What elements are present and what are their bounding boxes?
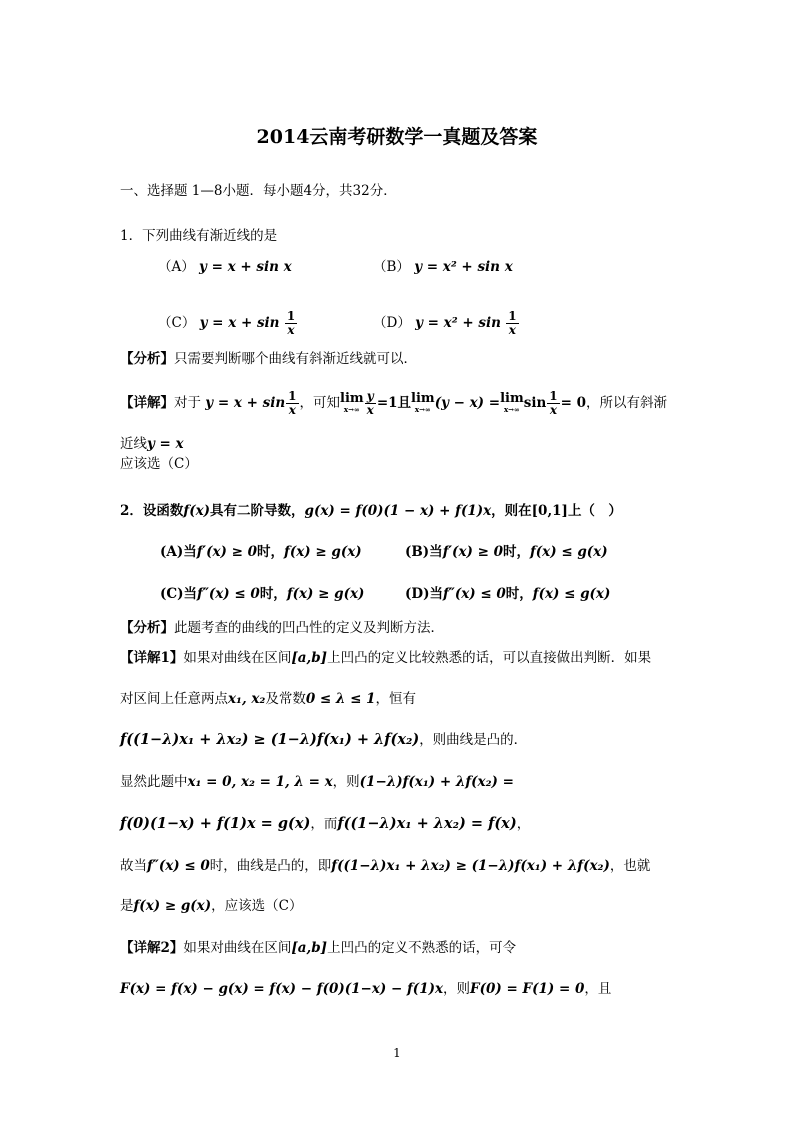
q1-option-d (373, 303, 520, 343)
q2-detail1-line3 (120, 730, 527, 750)
option-label: (D)当 (405, 586, 443, 602)
q1-detail (120, 383, 667, 423)
q2-stem (120, 501, 622, 521)
detail-text: ，而 (310, 816, 338, 832)
detail-text: 如果对曲线在区间 (183, 940, 292, 956)
option-expr: y = x + sin x (199, 259, 292, 275)
q2-detail1-line6 (120, 856, 650, 876)
expr: = 0 (560, 395, 587, 411)
detail-text: 近线 (120, 436, 147, 452)
q2-detail1-line7 (120, 896, 302, 916)
expr: g(x) = f(0)(1 − x) + f(1)x (304, 503, 492, 519)
expr: f″(x) ≤ 0 (197, 586, 260, 602)
expr: 0 ≤ λ ≤ 1 (305, 691, 376, 707)
expr: [a,b] (291, 940, 328, 956)
option-label: （D） (373, 315, 411, 331)
q1-stem: 1．下列曲线有渐近线的是 (120, 228, 278, 244)
expr: [0,1] (531, 503, 568, 519)
section-heading: 一、选择题 1—8小题．每小题4分，共32分． (120, 183, 397, 199)
fraction: $\frac{y}{x}$ (366, 389, 374, 417)
detail-text: ，则 (332, 774, 360, 790)
q2-option-b (405, 542, 608, 562)
expr: f((1−λ)x₁ + λx₂) ≥ (1−λ)f(x₁) + λf(x₂) (331, 858, 610, 874)
stem-text: 2．设函数 (120, 503, 184, 519)
option-expr: y = x² + sin (415, 315, 501, 331)
q2-analysis (120, 618, 444, 638)
q1-answer: 应该选（C） (120, 456, 198, 472)
q2-option-c (160, 584, 364, 604)
fraction: $\frac{1}{x}$ (286, 309, 296, 337)
stem-text: ，则在 (491, 503, 532, 519)
detail-tag: 【详解】 (120, 395, 174, 411)
expr: F(x) = f(x) − g(x) = f(x) − f(0)(1−x) − f(1)x (120, 981, 444, 997)
expr: x₁, x₂ (228, 691, 266, 707)
analysis-text: 此题考查的曲线的凹凸性的定义及判断方法． (174, 620, 444, 636)
detail-text: 故当 (120, 858, 147, 874)
expr: f(x) ≥ g(x) (284, 544, 362, 560)
detail-text: ，也就 (609, 858, 651, 874)
expr: f(0)(1−x) + f(1)x = g(x) (120, 815, 311, 832)
option-label: (C)当 (160, 586, 198, 602)
q1-analysis (120, 349, 417, 369)
expr: x₁ = 0, x₂ = 1, λ = x (187, 774, 333, 790)
detail-text: 时，曲线是凸的，即 (209, 858, 332, 874)
expr: f″(x) ≤ 0 (147, 858, 210, 874)
detail-text: 上凹凸的定义比较熟悉的话，可以直接做出判断．如果 (327, 650, 652, 666)
option-text: 时， (257, 544, 285, 560)
option-expr: y = x² + sin x (414, 259, 513, 275)
q2-detail1-line2 (120, 689, 416, 709)
detail-tag: 【详解1】 (120, 650, 184, 666)
q1-option-a (158, 257, 292, 277)
q2-option-d (405, 584, 610, 604)
fraction: $\frac{1}{x}$ (549, 389, 558, 417)
detail-text: ，恒有 (375, 691, 417, 707)
detail-text: 及常数 (265, 691, 306, 707)
expr: f(x) ≥ g(x) (133, 898, 212, 914)
expr: f′(x) ≥ 0 (196, 544, 258, 560)
limit: lim x→∞ (340, 390, 364, 414)
expr: f″(x) ≤ 0 (442, 586, 506, 602)
stem-text: 上（ ） (567, 503, 622, 519)
q2-detail2-line2 (120, 979, 611, 999)
fraction: $\frac{1}{x}$ (508, 309, 517, 337)
expr: f(x) ≤ g(x) (532, 586, 611, 602)
detail-text: 显然此题中 (120, 774, 188, 790)
detail-text: ，则 (443, 981, 471, 997)
option-label: （C） (158, 315, 196, 331)
expr: f′(x) ≥ 0 (442, 544, 503, 560)
detail-text: 如果对曲线在区间 (183, 650, 292, 666)
detail-text: 上凹凸的定义不熟悉的话，可令 (327, 940, 517, 956)
option-label: （B） (373, 259, 410, 275)
expr: (1−λ)f(x₁) + λf(x₂) = (359, 774, 514, 790)
option-text: 时， (502, 544, 530, 560)
analysis-tag: 【分析】 (120, 620, 174, 636)
q2-detail1-line5 (120, 814, 530, 834)
option-expr: y = x + sin (199, 315, 280, 331)
stem-text: 具有二阶导数， (210, 503, 305, 519)
detail-text: ，可知 (299, 395, 341, 411)
detail-tag: 【详解2】 (120, 940, 184, 956)
detail-text: ，应该选（C） (211, 898, 303, 914)
option-label: (B)当 (405, 544, 443, 560)
detail-text: ，则曲线是凸的． (419, 732, 528, 748)
q1-option-b (373, 257, 513, 277)
detail-text: ，所以有斜渐 (586, 395, 668, 411)
detail-text: 是 (120, 898, 134, 914)
q2-detail1-line1 (120, 648, 651, 668)
expr: f((1−λ)x₁ + λx₂) ≥ (1−λ)f(x₁) + λf(x₂) (120, 731, 420, 748)
option-label: (A)当 (160, 544, 197, 560)
fraction: $\frac{1}{x}$ (288, 389, 297, 417)
expr: =1且 (376, 395, 412, 411)
expr: y = x + sin (205, 395, 286, 411)
limit: lim x→∞ (500, 390, 524, 414)
q2-option-a (160, 542, 362, 562)
detail-text: 对区间上任意两点 (120, 691, 228, 707)
analysis-tag: 【分析】 (120, 351, 174, 367)
q1-option-c (158, 303, 298, 343)
expr: sin (523, 395, 547, 411)
detail-text: ，且 (584, 981, 612, 997)
option-text: 时， (259, 586, 287, 602)
page-title: 2014云南考研数学一真题及答案 (256, 126, 538, 148)
expr: F(0) = F(1) = 0 (470, 981, 585, 997)
page-number: 1 (393, 1046, 401, 1060)
limit: lim x→∞ (411, 390, 435, 414)
q2-detail2-line1 (120, 938, 516, 958)
option-text: 时， (505, 586, 533, 602)
detail-text: ， (516, 816, 531, 832)
expr: y = x (147, 436, 184, 452)
expr: [a,b] (291, 650, 328, 666)
expr: (y − x) = (434, 395, 501, 411)
q2-detail1-line4 (120, 772, 514, 792)
expr: f(x) (183, 503, 211, 519)
option-label: （A） (158, 259, 195, 275)
q1-asymptote-line (120, 434, 184, 454)
detail-text: 对于 (174, 395, 201, 411)
expr: f(x) ≤ g(x) (529, 544, 608, 560)
expr: f(x) ≥ g(x) (286, 586, 365, 602)
analysis-text: 只需要判断哪个曲线有斜渐近线就可以． (174, 351, 417, 367)
expr: f((1−λ)x₁ + λx₂) = f(x) (337, 815, 517, 832)
